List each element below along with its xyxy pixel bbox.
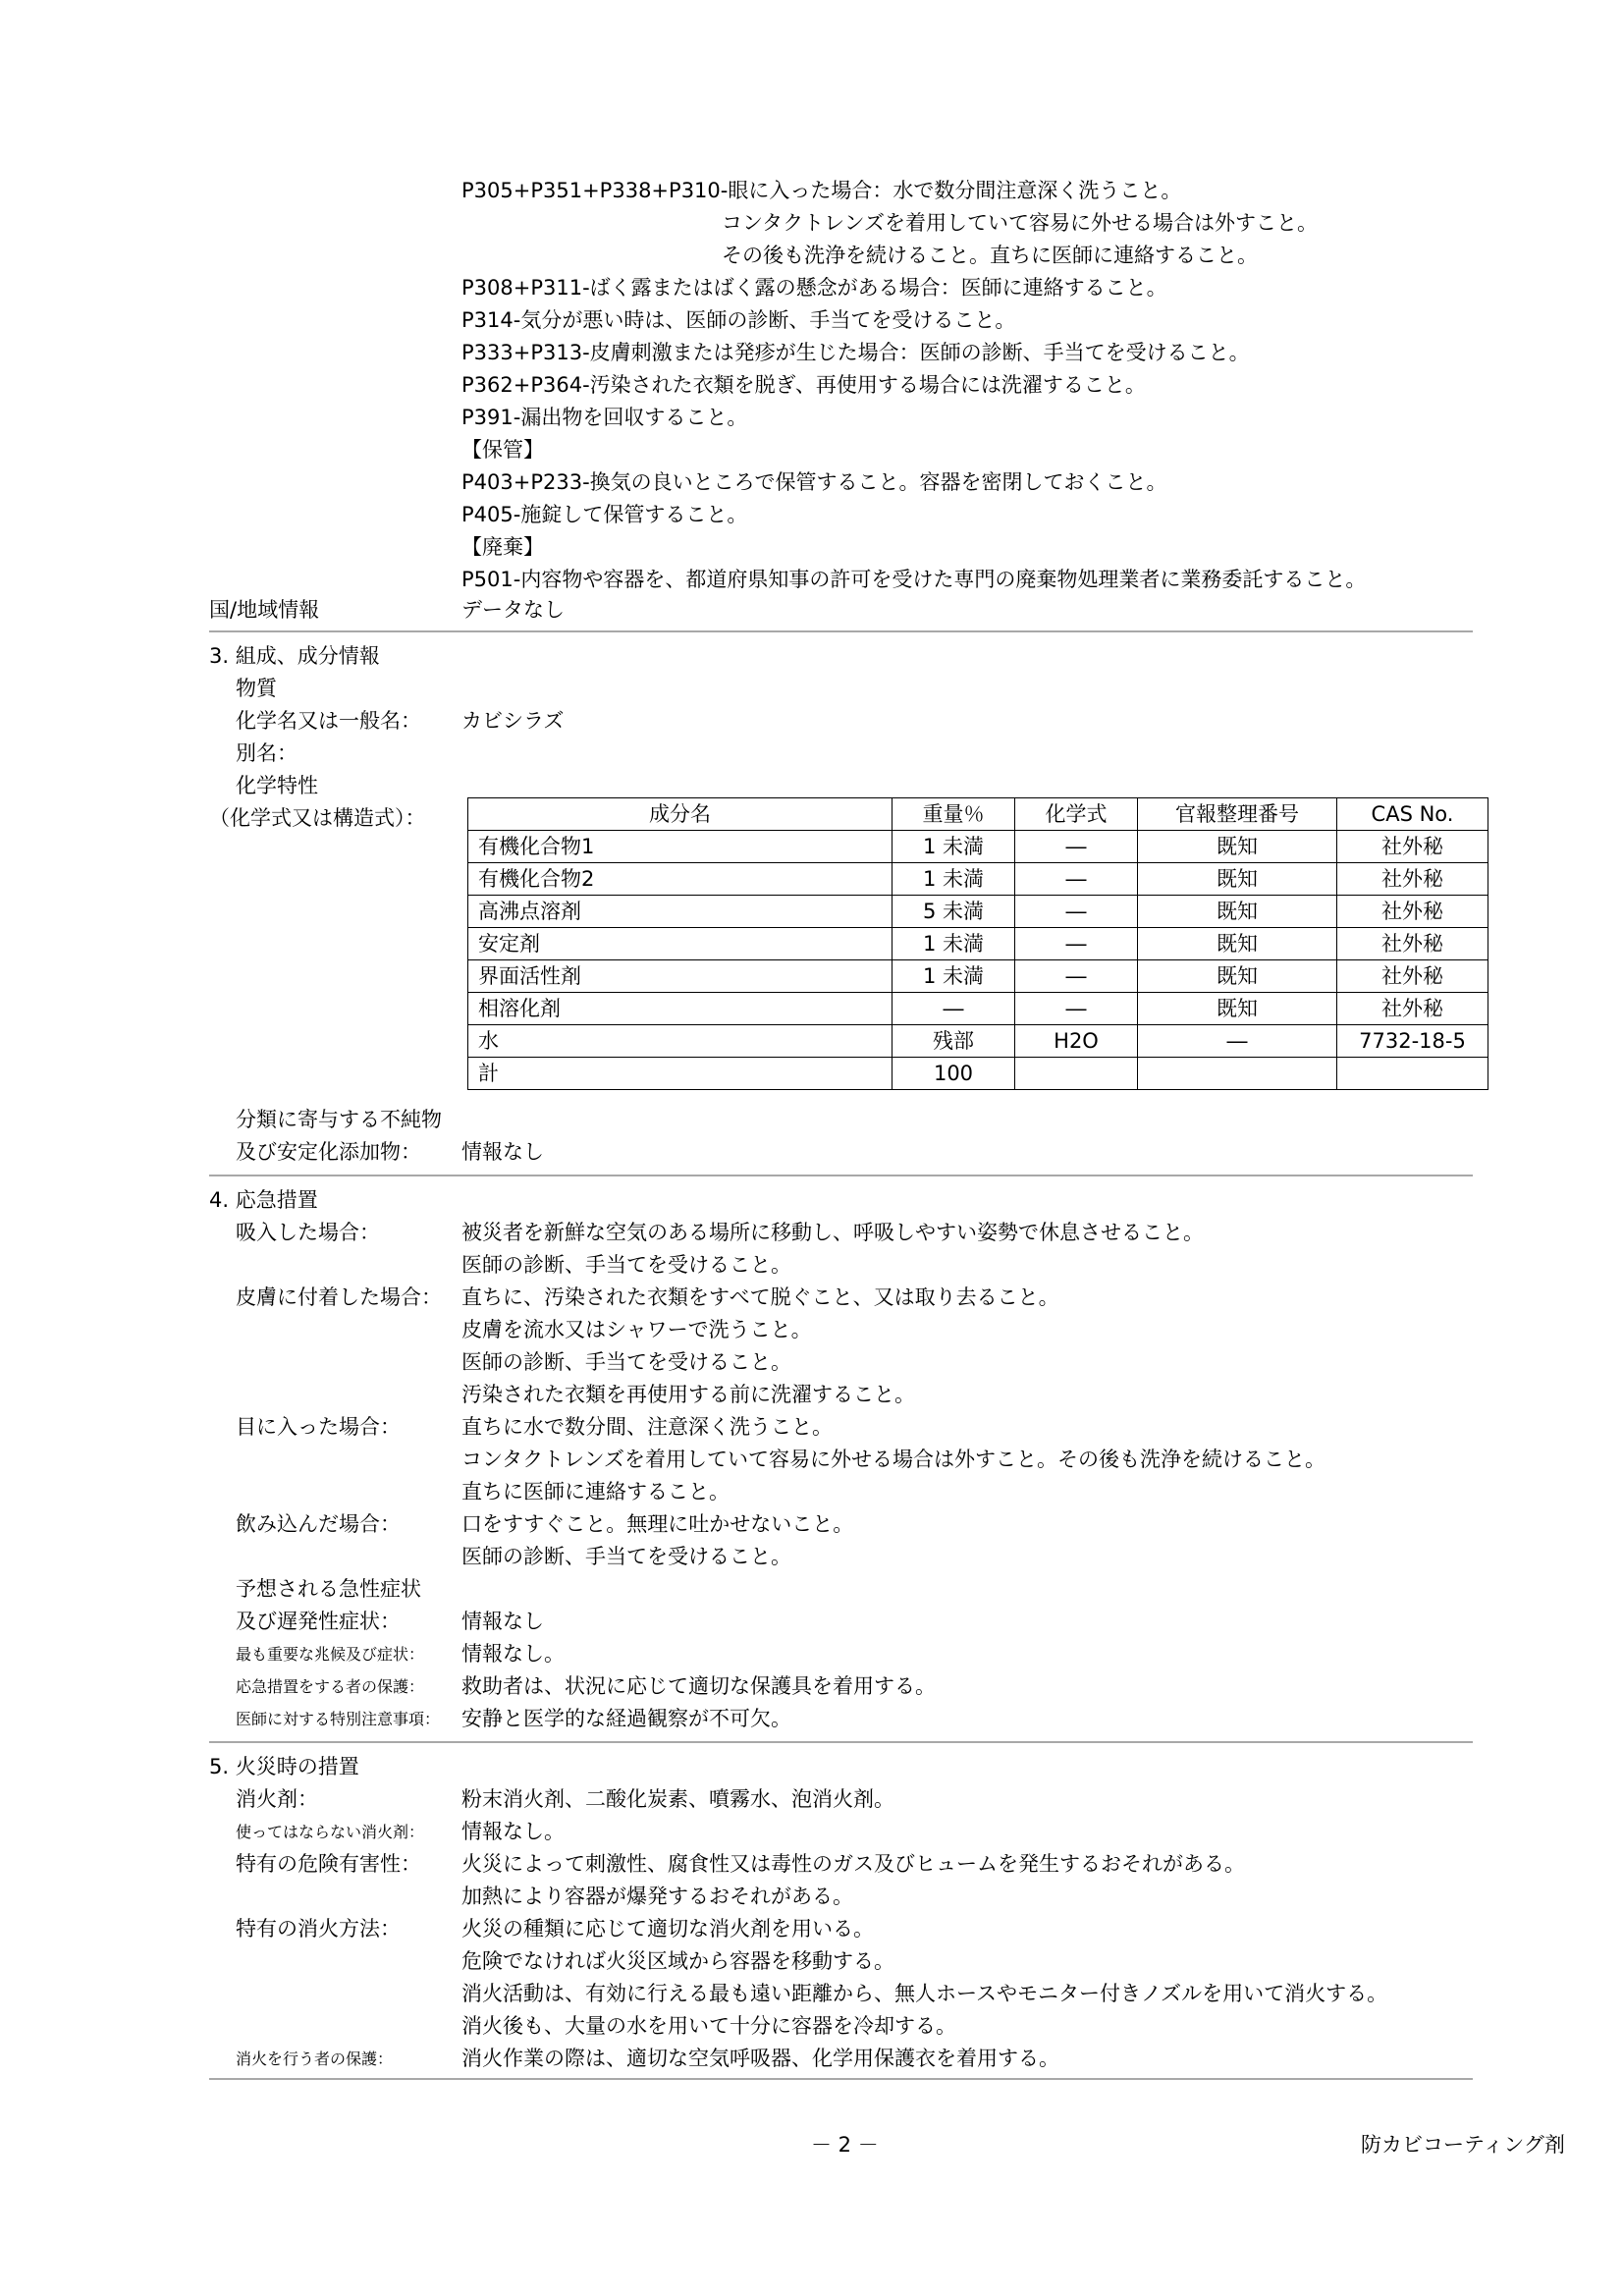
table-row (468, 1025, 1488, 1058)
hazard-text: 火災によって刺激性、腐食性又は毒性のガス及びヒュームを発生するおそれがある。 (461, 1852, 1245, 1876)
cell: 1 未満 (893, 831, 1015, 863)
method-text: 火災の種類に応じて適切な消火剤を用いる。 (461, 1917, 874, 1941)
cell: 5 未満 (893, 896, 1015, 928)
table-row-total (468, 1058, 1488, 1090)
important-value: 情報なし。 (461, 1642, 565, 1666)
ext-value: 粉末消火剤、二酸化炭素、噴霧水、泡消火剤。 (461, 1787, 894, 1811)
impurity-label: 分類に寄与する不純物 (236, 1108, 442, 1131)
inhale-text: 被災者を新鮮な空気のある場所に移動し、呼吸しやすい姿勢で休息させること。 (461, 1221, 1204, 1244)
inhale-label: 吸入した場合： (236, 1221, 380, 1244)
symptom-value: 情報なし (461, 1610, 544, 1633)
ffprotect-value: 消火作業の際は、適切な空気呼吸器、化学用保護衣を着用する。 (461, 2047, 1059, 2070)
hazard-label: 特有の危険有害性： (236, 1852, 421, 1876)
cell: 有機化合物2 (468, 863, 893, 896)
cell (1138, 1058, 1337, 1090)
cell: 1 未満 (893, 928, 1015, 960)
eye-label: 目に入った場合： (236, 1415, 401, 1439)
cell: 100 (893, 1058, 1015, 1090)
protect-value: 救助者は、状況に応じて適切な保護具を着用する。 (461, 1674, 936, 1698)
ffprotect-label: 消火を行う者の保護： (236, 2050, 394, 2068)
cell: 既知 (1138, 863, 1337, 896)
chem-name-value: カビシラズ (461, 709, 565, 733)
page-number: － 2 － (811, 2133, 879, 2157)
cell: 既知 (1138, 896, 1337, 928)
section-divider (209, 1741, 1473, 1743)
table-header-row (468, 798, 1488, 831)
cell: 計 (468, 1058, 893, 1090)
cell: 安定剤 (468, 928, 893, 960)
table-row (468, 896, 1488, 928)
cell: 高沸点溶剤 (468, 896, 893, 928)
section-heading: 3. 組成、成分情報 (209, 644, 380, 668)
cell (1337, 1058, 1488, 1090)
symptom-label: 及び遅発性症状： (236, 1610, 401, 1633)
cell: ― (1015, 960, 1138, 993)
cell: 水 (468, 1025, 893, 1058)
col-header: 化学式 (1015, 798, 1138, 831)
swallow-text: 口をすすぐこと。無理に吐かせないこと。 (461, 1512, 854, 1536)
cell: 社外秘 (1337, 928, 1488, 960)
cell: 相溶化剤 (468, 993, 893, 1025)
cell: 1 未満 (893, 863, 1015, 896)
cell: ― (1015, 896, 1138, 928)
cell: ― (1015, 863, 1138, 896)
skin-text: 医師の診断、手当てを受けること。 (461, 1350, 791, 1374)
cell: 界面活性剤 (468, 960, 893, 993)
cell: 社外秘 (1337, 993, 1488, 1025)
regional-value: データなし (461, 598, 565, 622)
doctor-label: 医師に対する特別注意事項： (236, 1710, 441, 1728)
precaution-line: P362+P364-汚染された衣類を脱ぎ、再使用する場合には洗濯すること。 (461, 373, 1146, 397)
chem-props-label: 化学特性 (236, 774, 318, 797)
storage-heading: 【保管】 (461, 438, 544, 462)
section-divider (209, 2078, 1473, 2080)
ext-label: 消火剤： (236, 1787, 318, 1811)
section-divider (209, 630, 1473, 632)
cell: ― (1015, 928, 1138, 960)
eye-text: 直ちに水で数分間、注意深く洗うこと。 (461, 1415, 833, 1439)
cell: 7732-18-5 (1337, 1025, 1488, 1058)
cell: 既知 (1138, 831, 1337, 863)
hazard-text: 加熱により容器が爆発するおそれがある。 (461, 1885, 853, 1908)
alias-label: 別名： (236, 741, 298, 765)
skin-text: 直ちに、汚染された衣類をすべて脱ぐこと、又は取り去ること。 (461, 1285, 1059, 1309)
method-text: 危険でなければ火災区域から容器を移動する。 (461, 1949, 894, 1973)
noext-label: 使ってはならない消火剤： (236, 1823, 425, 1841)
chem-name-label: 化学名又は一般名： (236, 709, 421, 733)
precaution-line: P403+P233-換気の良いところで保管すること。容器を密閉しておくこと。 (461, 470, 1167, 494)
product-name: 防カビコーティング剤 (1361, 2133, 1565, 2157)
cell: H2O (1015, 1025, 1138, 1058)
cell: ― (1015, 993, 1138, 1025)
cell: 既知 (1138, 960, 1337, 993)
precaution-line: P314-気分が悪い時は、医師の診断、手当てを受けること。 (461, 308, 1016, 332)
precaution-line: P501-内容物や容器を、都道府県知事の許可を受けた専門の廃棄物処理業者に業務委託すること。 (461, 568, 1367, 591)
precaution-line: P405-施錠して保管すること。 (461, 503, 748, 526)
cell: 残部 (893, 1025, 1015, 1058)
table-row (468, 863, 1488, 896)
impurity-value: 情報なし (461, 1140, 544, 1164)
cell: 社外秘 (1337, 831, 1488, 863)
cell: ― (893, 993, 1015, 1025)
cell: 社外秘 (1337, 960, 1488, 993)
method-label: 特有の消火方法： (236, 1917, 401, 1941)
disposal-heading: 【廃棄】 (461, 535, 544, 559)
col-header: 官報整理番号 (1138, 798, 1337, 831)
eye-text: 直ちに医師に連絡すること。 (461, 1480, 730, 1503)
precaution-line: P305+P351+P338+P310-眼に入った場合：水で数分間注意深く洗うこと。 (461, 179, 1182, 202)
swallow-text: 医師の診断、手当てを受けること。 (461, 1545, 791, 1568)
col-header: 成分名 (468, 798, 893, 831)
skin-label: 皮膚に付着した場合： (236, 1285, 442, 1309)
cell: 既知 (1138, 993, 1337, 1025)
precaution-line: P308+P311-ばく露またはばく露の懸念がある場合：医師に連絡すること。 (461, 276, 1167, 300)
substance-label: 物質 (236, 677, 277, 700)
cell (1015, 1058, 1138, 1090)
impurity-label: 及び安定化添加物： (236, 1140, 421, 1164)
precaution-line: P391-漏出物を回収すること。 (461, 406, 748, 429)
noext-value: 情報なし。 (461, 1820, 565, 1843)
composition-table (467, 797, 1488, 1090)
eye-text: コンタクトレンズを着用していて容易に外せる場合は外すこと。その後も洗浄を続けること。 (461, 1448, 1326, 1471)
cell: 有機化合物1 (468, 831, 893, 863)
precaution-line: その後も洗浄を続けること。直ちに医師に連絡すること。 (722, 244, 1258, 267)
symptom-label: 予想される急性症状 (236, 1577, 421, 1601)
table-row (468, 960, 1488, 993)
protect-label: 応急措置をする者の保護： (236, 1677, 425, 1696)
col-header: CAS No. (1337, 798, 1488, 831)
skin-text: 汚染された衣類を再使用する前に洗濯すること。 (461, 1383, 915, 1406)
table-row (468, 928, 1488, 960)
cell: 社外秘 (1337, 896, 1488, 928)
cell: 1 未満 (893, 960, 1015, 993)
cell: ― (1015, 831, 1138, 863)
cell: 社外秘 (1337, 863, 1488, 896)
method-text: 消火後も、大量の水を用いて十分に容器を冷却する。 (461, 2014, 956, 2038)
table-row (468, 831, 1488, 863)
precaution-line: P333+P313-皮膚刺激または発疹が生じた場合：医師の診断、手当てを受けること。 (461, 341, 1250, 364)
swallow-label: 飲み込んだ場合： (236, 1512, 401, 1536)
method-text: 消火活動は、有効に行える最も遠い距離から、無人ホースやモニター付きノズルを用いて消火する。 (461, 1982, 1388, 2005)
section-heading: 5. 火災時の措置 (209, 1755, 359, 1778)
formula-label: （化学式又は構造式）： (209, 806, 426, 830)
regional-label: 国/地域情報 (209, 598, 320, 622)
skin-text: 皮膚を流水又はシャワーで洗うこと。 (461, 1318, 812, 1341)
precaution-line: コンタクトレンズを着用していて容易に外せる場合は外すこと。 (722, 211, 1319, 235)
col-header: 重量％ (893, 798, 1015, 831)
table-row (468, 993, 1488, 1025)
cell: ― (1138, 1025, 1337, 1058)
cell: 既知 (1138, 928, 1337, 960)
inhale-text: 医師の診断、手当てを受けること。 (461, 1253, 791, 1277)
section-divider (209, 1175, 1473, 1176)
important-label: 最も重要な兆候及び症状： (236, 1645, 425, 1664)
section-heading: 4. 応急措置 (209, 1188, 318, 1212)
doctor-value: 安静と医学的な経過観察が不可欠。 (461, 1707, 791, 1730)
